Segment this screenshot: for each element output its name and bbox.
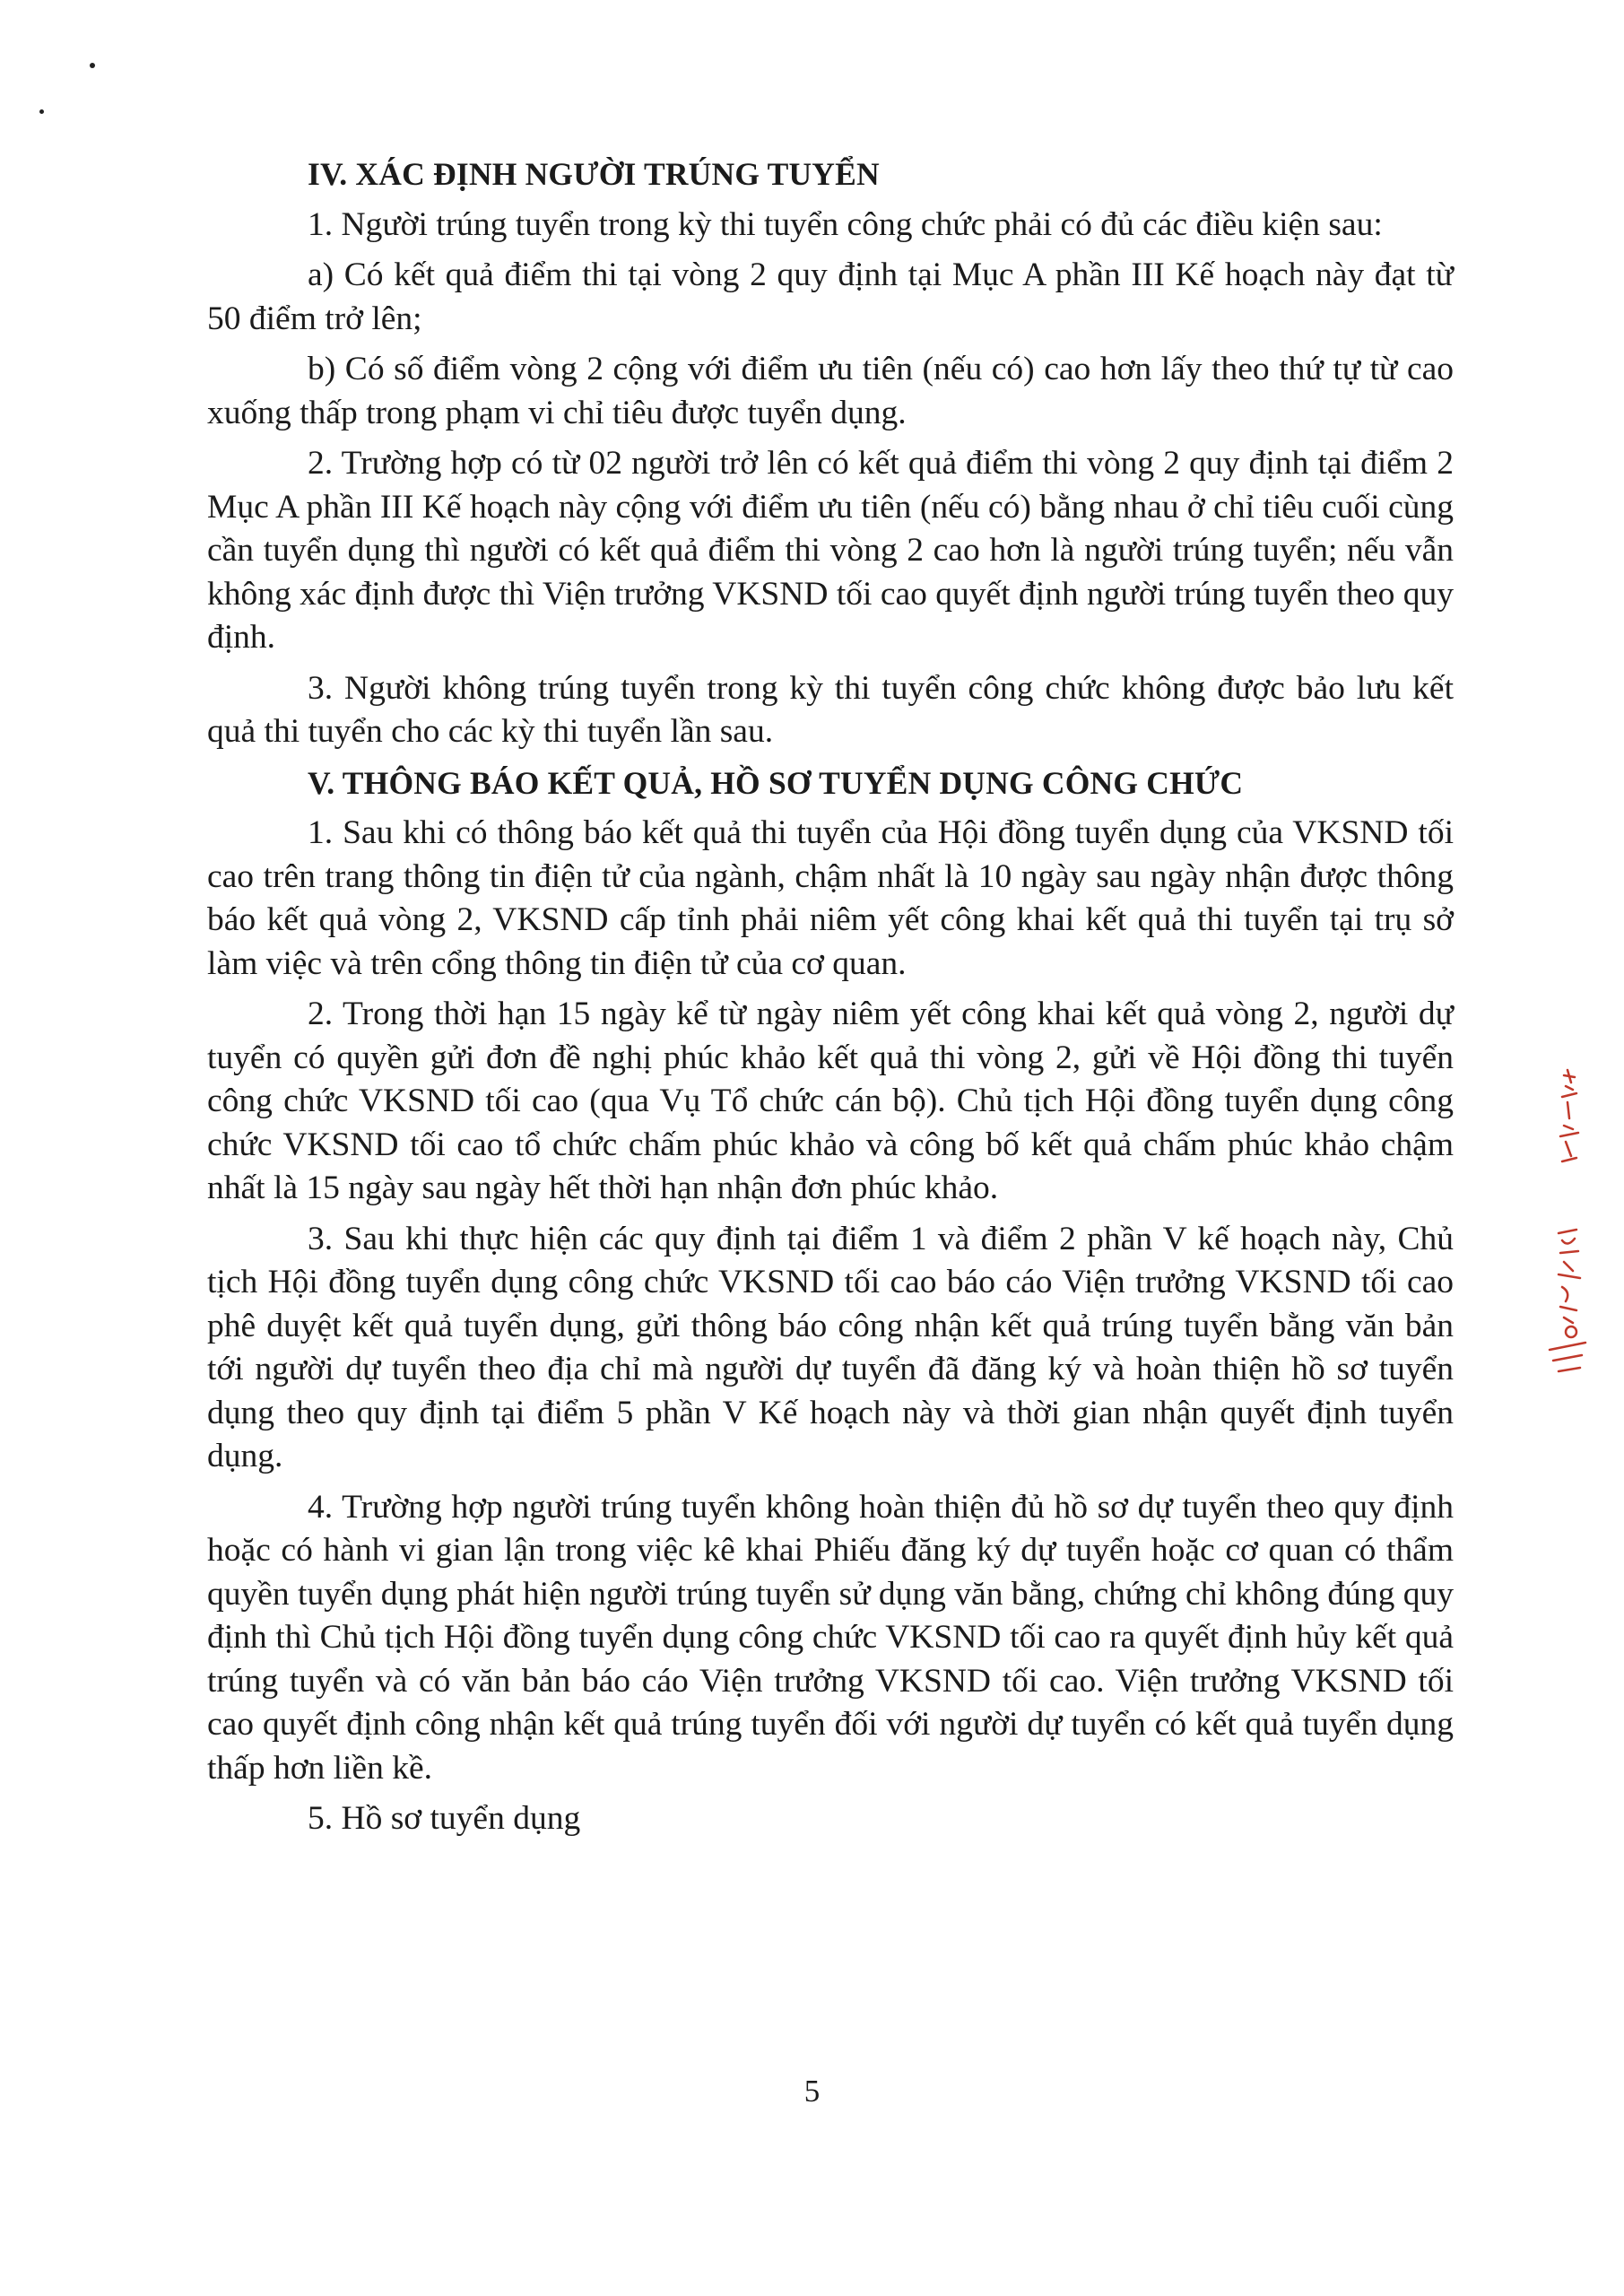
paragraph-iv-1: 1. Người trúng tuyển trong kỳ thi tuyển công chức phải có đủ các điều kiện sau: <box>308 205 1383 243</box>
scan-dot <box>90 63 95 68</box>
section-heading-iv: IV. XÁC ĐỊNH NGƯỜI TRÚNG TUYỂN <box>308 156 880 192</box>
paragraph-iv-2: 2. Trường hợp có từ 02 người trở lên có kết quả điểm thi vòng 2 quy định tại điểm 2 Mục A phần III Kế hoạch này cộng với điểm ưu tiên (nếu có) bằng nhau ở chỉ tiêu cuối cùng cần tuyển dụng thì người có kết quả điểm thi vòng 2 cao hơn là người trúng tuyển; nếu vẫn không xác định được thì Viện trưởng VKSND tối cao quyết định người trúng tuyển theo quy định. <box>207 445 1454 656</box>
scan-dot <box>39 109 44 114</box>
paragraph-v-3: 3. Sau khi thực hiện các quy định tại điểm 1 và điểm 2 phần V kế hoạch này, Chủ tịch Hội đồng tuyển dụng công chức VKSND tối cao báo cáo Viện trưởng VKSND tối cao phê duyệt kết quả tuyển dụng, gửi thông báo công nhận kết quả trúng tuyển bằng văn bản tới người dự tuyển theo địa chỉ mà người dự tuyển đã đăng ký và hoàn thiện hồ sơ tuyển dụng theo quy định tại điểm 5 phần V Kế hoạch này và thời gian nhận quyết định tuyển dụng. <box>207 1220 1454 1474</box>
margin-seal-mark <box>1541 1063 1594 1386</box>
paragraph-v-1: 1. Sau khi có thông báo kết quả thi tuyển của Hội đồng tuyển dụng của VKSND tối cao trên trang thông tin điện tử của ngành, chậm nhất là 10 ngày sau ngày nhận được thông báo kết quả vòng 2, VKSND cấp tỉnh phải niêm yết công khai kết quả thi tuyển tại trụ sở làm việc và trên cổng thông tin điện tử của cơ quan. <box>207 814 1454 982</box>
paragraph-v-4: 4. Trường hợp người trúng tuyển không hoàn thiện đủ hồ sơ dự tuyển theo quy định hoặc có hành vi gian lận trong việc kê khai Phiếu đăng ký dự tuyển hoặc cơ quan có thẩm quyền tuyển dụng phát hiện người trúng tuyển sử dụng văn bằng, chứng chỉ không đúng quy định thì Chủ tịch Hội đồng tuyển dụng công chức VKSND tối cao ra quyết định hủy kết quả trúng tuyển và có văn bản báo cáo Viện trưởng VKSND tối cao. Viện trưởng VKSND tối cao quyết định công nhận kết quả trúng tuyển đối với người dự tuyển có kết quả tuyển dụng thấp hơn liền kề. <box>207 1488 1454 1787</box>
paragraph-iv-1-a: a) Có kết quả điểm thi tại vòng 2 quy định tại Mục A phần III Kế hoạch này đạt từ 50 điểm trở lên; <box>207 257 1454 337</box>
page-number: 5 <box>803 2074 821 2109</box>
paragraph-iv-3: 3. Người không trúng tuyển trong kỳ thi tuyển công chức không được bảo lưu kết quả thi tuyển cho các kỳ thi tuyển lần sau. <box>207 669 1454 750</box>
paragraph-iv-1-b: b) Có số điểm vòng 2 cộng với điểm ưu tiên (nếu có) cao hơn lấy theo thứ tự từ cao xuống thấp trong phạm vi chỉ tiêu được tuyển dụng. <box>207 351 1454 431</box>
paragraph-v-2: 2. Trong thời hạn 15 ngày kể từ ngày niêm yết công khai kết quả vòng 2, người dự tuyển có quyền gửi đơn đề nghị phúc khảo kết quả thi vòng 2, gửi về Hội đồng thi tuyển công chức VKSND tối cao (qua Vụ Tổ chức cán bộ). Chủ tịch Hội đồng tuyển dụng công chức VKSND tối cao tổ chức chấm phúc khảo và công bố kết quả chấm phúc khảo chậm nhất là 15 ngày sau ngày hết thời hạn nhận đơn phúc khảo. <box>207 996 1454 1206</box>
section-heading-v: V. THÔNG BÁO KẾT QUẢ, HỒ SƠ TUYỂN DỤNG CÔNG CHỨC <box>308 764 1244 801</box>
document-body <box>207 152 1454 1848</box>
paragraph-v-5: 5. Hồ sơ tuyển dụng <box>308 1800 581 1837</box>
